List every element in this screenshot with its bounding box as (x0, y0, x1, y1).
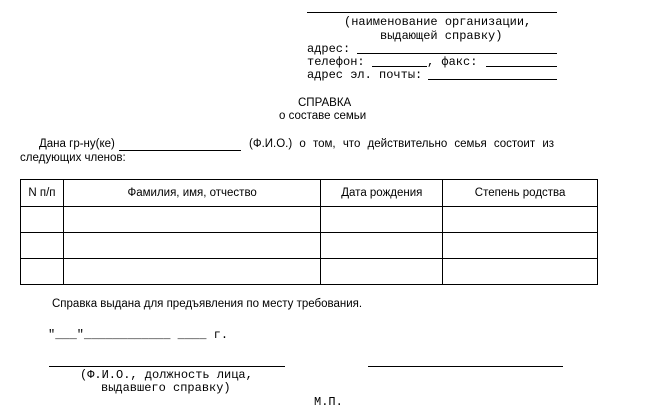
fax-field-line[interactable] (486, 66, 557, 67)
address-label: адрес: (307, 42, 351, 56)
cell-number[interactable] (21, 207, 64, 233)
column-header-number: N п/п (21, 180, 64, 207)
cell-relationship[interactable] (443, 207, 598, 233)
email-field-line[interactable] (428, 79, 557, 80)
table-row (21, 259, 598, 285)
cell-number[interactable] (21, 233, 64, 259)
cell-relationship[interactable] (443, 259, 598, 285)
cell-birth-date[interactable] (321, 207, 443, 233)
cell-birth-date[interactable] (321, 233, 443, 259)
phone-field-line[interactable] (372, 66, 427, 67)
family-members-table (20, 179, 598, 285)
cell-birth-date[interactable] (321, 259, 443, 285)
stamp-placeholder: М.П. (314, 395, 343, 409)
document-title: СПРАВКА (298, 97, 352, 109)
cell-full-name[interactable] (63, 207, 321, 233)
given-to-prefix: Дана гр-ну(ке) (39, 138, 115, 150)
table-row (21, 233, 598, 259)
cell-relationship[interactable] (443, 233, 598, 259)
column-header-relationship: Степень родства (443, 180, 598, 207)
citizen-name-field-line[interactable] (119, 150, 241, 151)
given-to-line2: следующих членов: (20, 152, 126, 164)
given-to-suffix: (Ф.И.О.) о том, что действительно семья состоит из (249, 138, 555, 150)
cell-full-name[interactable] (63, 233, 321, 259)
table-header-row (21, 180, 598, 207)
email-label: адрес эл. почты: (307, 68, 423, 82)
column-header-full-name: Фамилия, имя, отчество (63, 180, 321, 207)
document-subtitle: о составе семьи (279, 110, 367, 122)
cell-full-name[interactable] (63, 259, 321, 285)
organization-caption-line2: выдающей справку) (380, 29, 503, 43)
organization-name-line[interactable] (307, 12, 557, 13)
table-row (21, 207, 598, 233)
signer-caption-line1: (Ф.И.О., должность лица, (80, 368, 253, 382)
signature-field-line[interactable] (368, 366, 563, 367)
fax-label: , факс: (427, 55, 478, 69)
signer-name-field-line[interactable] (49, 366, 285, 367)
issue-date-line[interactable]: "___"____________ ____ г. (48, 328, 229, 342)
phone-label: телефон: (307, 55, 365, 69)
purpose-statement: Справка выдана для предъявления по месту требования. (52, 298, 363, 310)
signer-caption-line2: выдавшего справку) (101, 381, 231, 395)
organization-caption-line1: (наименование организации, (344, 15, 532, 29)
address-field-line[interactable] (357, 53, 557, 54)
cell-number[interactable] (21, 259, 64, 285)
column-header-birth-date: Дата рождения (321, 180, 443, 207)
